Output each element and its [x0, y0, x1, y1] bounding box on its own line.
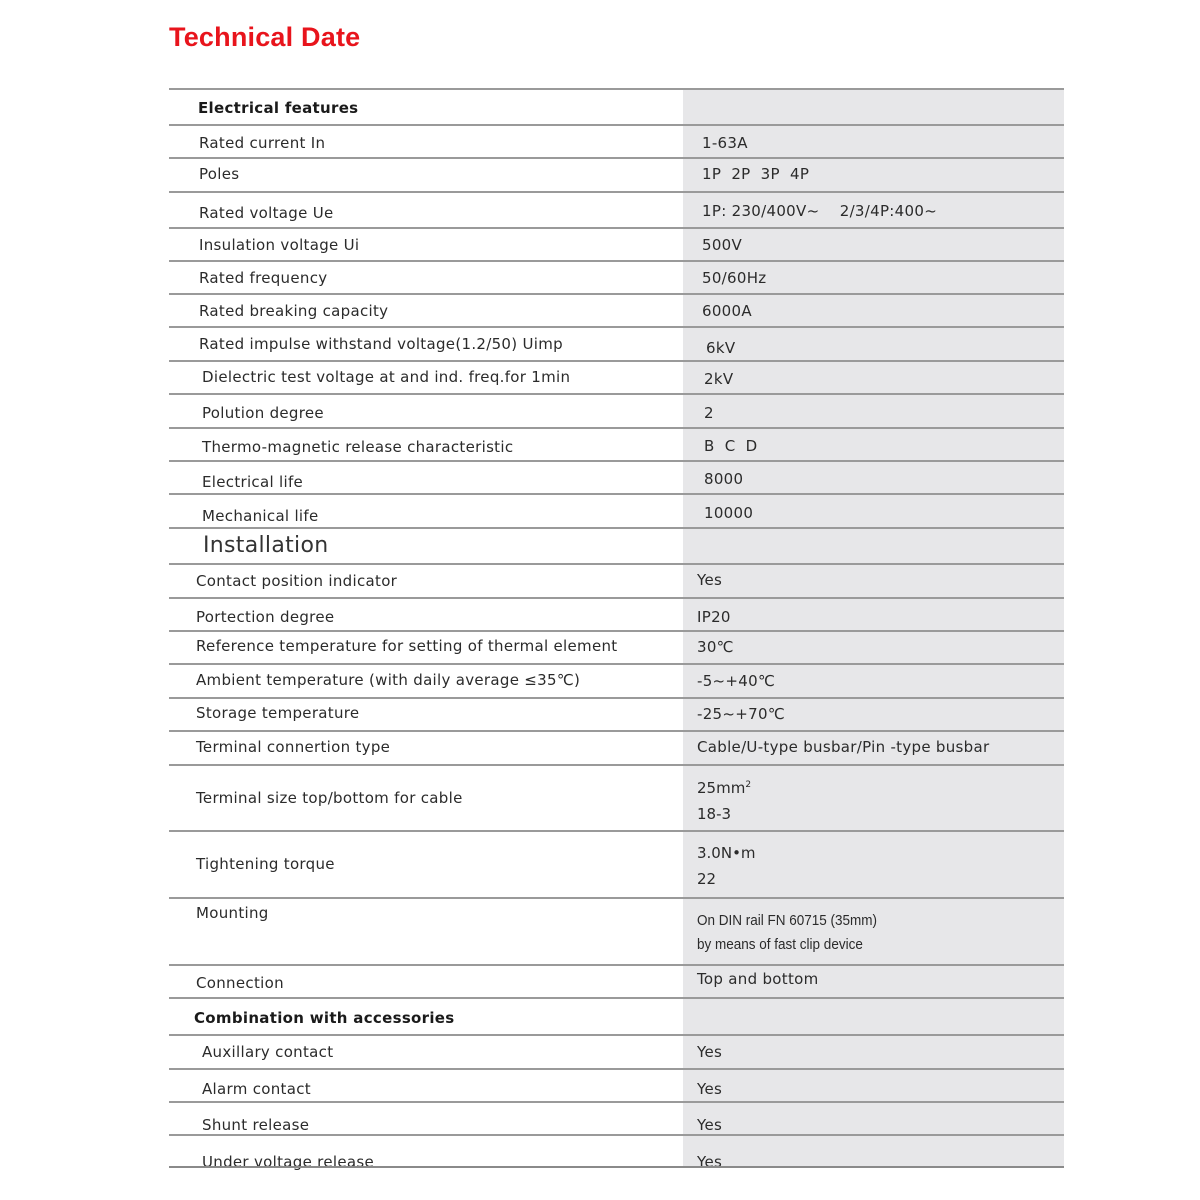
row-value: 6000A	[702, 302, 752, 320]
row-value: 10000	[704, 504, 754, 522]
section-heading: Combination with accessories	[194, 1009, 455, 1027]
row-label: Electrical life	[202, 473, 304, 491]
table-row	[169, 1034, 1064, 1068]
row-value: 1-63A	[702, 134, 748, 152]
row-label: Mechanical life	[202, 507, 319, 525]
row-value: Yes	[697, 1080, 723, 1098]
row-value: 50/60Hz	[702, 269, 767, 287]
row-value: 30℃	[697, 638, 734, 656]
superscript: 2	[745, 780, 752, 790]
table-row	[169, 191, 1064, 227]
row-value-line2: by means of fast clip device	[697, 936, 863, 953]
table-row	[169, 897, 1064, 964]
table-row	[169, 460, 1064, 493]
row-value	[697, 772, 751, 827]
row-label: Insulation voltage Ui	[199, 236, 360, 254]
row-label: Ambient temperature (with daily average ≤35℃)	[196, 671, 581, 689]
row-label: Rated current In	[199, 134, 326, 152]
table-row	[169, 493, 1064, 527]
table-row	[169, 830, 1064, 897]
row-value: 1P 2P 3P 4P	[702, 165, 810, 183]
table-row	[169, 393, 1064, 427]
row-label: Terminal connertion type	[196, 738, 391, 756]
table-row	[169, 730, 1064, 764]
row-label: Poles	[199, 165, 240, 183]
table-row	[169, 427, 1064, 460]
row-value: -5~+40℃	[697, 672, 776, 690]
row-label: Under voltage release	[202, 1153, 374, 1171]
row-label: Rated breaking capacity	[199, 302, 389, 320]
row-value: Yes	[697, 1043, 723, 1061]
section-header-installation	[169, 527, 1064, 563]
page-title: Technical Date	[169, 22, 361, 52]
row-label: Rated impulse withstand voltage(1.2/50) Uimp	[199, 335, 563, 353]
row-value: Top and bottom	[697, 970, 819, 988]
row-value-line2: 18-3	[697, 805, 732, 823]
row-label: Connection	[196, 974, 284, 992]
row-value-line1: On DIN rail FN 60715 (35mm)	[697, 912, 878, 929]
row-value: Yes	[697, 1116, 723, 1134]
row-label: Mounting	[196, 904, 269, 922]
row-value	[697, 909, 877, 957]
row-label: Portection degree	[196, 608, 335, 626]
row-value	[697, 840, 756, 892]
table-row	[169, 630, 1064, 663]
table-row	[169, 764, 1064, 830]
section-heading: Installation	[203, 533, 329, 558]
row-label: Shunt release	[202, 1116, 310, 1134]
row-value: -25~+70℃	[697, 705, 785, 723]
row-label: Contact position indicator	[196, 572, 398, 590]
table-row	[169, 260, 1064, 293]
row-value: IP20	[697, 608, 731, 626]
row-label: Rated voltage Ue	[199, 204, 334, 222]
row-label: Terminal size top/bottom for cable	[196, 789, 463, 807]
row-label: Storage temperature	[196, 704, 360, 722]
table-bottom-rule	[169, 1166, 1064, 1168]
row-label: Tightening torque	[196, 855, 335, 873]
row-value: 6kV	[706, 339, 736, 357]
table-row	[169, 1068, 1064, 1101]
row-label: Thermo-magnetic release characteristic	[202, 438, 514, 456]
section-header-electrical	[169, 88, 1064, 124]
row-value: 8000	[704, 470, 744, 488]
row-label: Auxillary contact	[202, 1043, 334, 1061]
row-value: 1P: 230/400V~ 2/3/4P:400~	[702, 202, 938, 220]
row-label: Reference temperature for setting of thermal element	[196, 637, 618, 655]
section-header-accessories	[169, 997, 1064, 1034]
row-value-line1: 3.0N•m	[697, 844, 756, 862]
table-row	[169, 697, 1064, 730]
row-value-line1: 25mm	[697, 779, 746, 797]
table-row	[169, 293, 1064, 326]
row-label: Rated frequency	[199, 269, 328, 287]
row-label: Alarm contact	[202, 1080, 311, 1098]
row-value: 500V	[702, 236, 743, 254]
table-row	[169, 227, 1064, 260]
table-row	[169, 1134, 1064, 1171]
table-row	[169, 157, 1064, 191]
row-value: 2kV	[704, 370, 734, 388]
row-value: Yes	[697, 1153, 723, 1171]
row-value-line2: 22	[697, 870, 717, 888]
table-row	[169, 663, 1064, 697]
table-row	[169, 563, 1064, 597]
row-value: Yes	[697, 571, 723, 589]
row-label: Polution degree	[202, 404, 324, 422]
table-row	[169, 360, 1064, 393]
table-row	[169, 597, 1064, 630]
table-row	[169, 326, 1064, 360]
table-row	[169, 1101, 1064, 1134]
table-row	[169, 964, 1064, 997]
row-value: 2	[704, 404, 714, 422]
table-row	[169, 124, 1064, 157]
row-value: Cable/U-type busbar/Pin -type busbar	[697, 738, 990, 756]
row-label: Dielectric test voltage at and ind. freq.for 1min	[202, 368, 571, 386]
section-heading: Electrical features	[198, 99, 359, 117]
row-value: B C D	[704, 437, 758, 455]
